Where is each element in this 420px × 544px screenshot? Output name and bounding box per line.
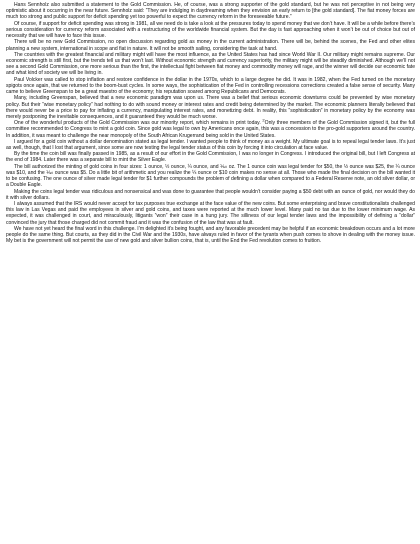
paragraph-volcker: Paul Volcker was called to stop inflation and restore confidence in the dollar in the 1970s, which to a large degree he did. It was in 1982, when the Fed turned on the monetary spigots once again, that we returned to the boom-bust cycles. In some ways, the sophistication of the Fed in controlling recessions corrections created a false sense of security. Many came to believe Greenspan to be a great maestro of the economy; his reputation soared among Republicans and Democrats.: [6, 76, 415, 96]
paragraph-legal-tender-ridiculous: Making the coins legal tender was ridiculous and nonsensical and was done to guarantee that people wouldn’t consider paying a $50 debt with an ounce of gold, nor would they do it with silver dollars.: [6, 188, 415, 201]
paragraph-minority-report: [6, 117, 415, 139]
paragraph-coin-sizes: The bill authorized the minting of gold coins in four sizes: 1 ounce, ½ ounce, ¼ ounce, and ⅒ oz. The 1 ounce coin was legal tender for $50, the ½ ounce was $25, the ¼ ounce was $10, and the ⅒ ounce was $5. Do a little bit of arithmetic and you realize the ¼ ounce or $10 coin makes no sense at all. Those who made the final decision on the bill wanted it to be confusing. The one ounce of silver made legal tender for $1 further compounds the problem of defining a dollar when compared to a Federal Reserve note, an old silver dollar, or a Double Eagle.: [6, 163, 415, 189]
minority-report-text: One of the wonderful products of the Gold Commission was our minority report, which remains in print today.: [14, 120, 261, 127]
footnote-marker: 2: [262, 117, 265, 123]
minority-report-continued: Only three members of the Gold Commission signed it, but the full committee recommended to Congress to mint a gold coin. Since gold was legal to own by Americans once again, this was a concession to the pro-gold supporters around the country. In addition, it was meant to challenge the near monopoly of the South African Krugerrand being sold in the United States.: [6, 120, 415, 139]
paragraph-economic-paradigm: Many, including Greenspan, believed that a new economic paradigm was upon us. There was a belief that serious economic downturns could be prevented by wise monetary policy. But their “wise monetary policy” had nothing to do with sound money or interest rates and credit being determined by the market. The economic planners literally believed that there would never be a price to pay for inflating a currency, manipulating interest rates, and monetizing debt. In reality, this “sophistication” in monetary policy by the economy was merely postponing the inevitable consequences, and it guaranteed they would be much worse.: [6, 95, 415, 120]
paragraph-deficit-spending: Of course, if support for deficit spending was strong in 1981, all we need do is take a look at the pressures today to spend money that we don’t have. It will be a while before there’s serious consideration for currency reform associated with a restructuring of the worldwide financial system. But the day is fast approaching when it won’t be out of choice but out of necessity that we will have to face this issue.: [6, 20, 415, 40]
paragraph-military-might: The countries with the greatest financial and military might will have the most influence, as the United States has had since World War II. Our military might remains supreme. Our economic strength is still first, but the trends tell us that won’t last. Without economic strength and currency superiority, the military might will be steadily diminished. Although we’ll not see a second Gold Commission, one more serious than the first, the intellectual fight between fiat money and commodity money will rage, and the winner will decide our economic fate and what kind of society we will be living in.: [6, 51, 415, 77]
paragraph-sennholz-statement: Hans Sennholz also submitted a statement to the Gold Commission. He, of course, was a strong supporter of the gold standard, but he was not perceptive in not being very optimistic about it occurring in the near future. Sennholz said: “They are indulging in daydreaming when they envision an early return to [the gold standard]. The fiat money forces are much too strong and public support for deficit spending yet too powerful to expect the currency reform in the foreseeable future.”: [6, 2, 415, 21]
paragraph-coin-bill-1985: By the time the coin bill was finally passed in 1985, as a result of our effort in the Gold Commission, I was no longer in Congress. I introduced the original bill, but I left Congress at the end of 1984. Later there was a separate bill to mint the Silver Eagle.: [6, 151, 415, 164]
paragraph-irs-challenge: I always assumed that the IRS would never accept for tax purposes true exchange at the face value of the new coins. But some enterprising and brave constitutionalists challenged this law in Las Vegas and paid the employees in silver and gold coins, and taxes were reported at the much lower level. Many paid no tax due to the lower minimum wage. As expected, it was challenged in court, and miraculously, litigants “won” their case in a hung jury. The silliness of our legal tender laws and the impossibility of defining a “dollar” convinced the jury that those charged did not commit fraud and it was the confusion of the law that was at fault.: [6, 201, 415, 226]
paragraph-gold-coin-argument: I argued for a gold coin without a dollar denomination stated as legal tender. I wanted people to think of money as a weight. My ultimate goal is to repeal legal tender laws. It’s just as well, though, that I lost that argument, since some are now testing the legal tender status of this coin by forcing it into circulation at face value.: [6, 138, 415, 152]
paragraph-final-word: We have not yet heard the final word in this challenge. I’m delighted it’s being fought, and any favorable precedent may be helpful if an economic breakdown occurs and a lot more people do the same thing. But courts, as they did in the Civil War and the 1930s, have always ruled in favor of the tyrants when push comes to shove in dealing with the money issue. My bet is the government will not permit the use of new gold and silver bullion coins, that is, until the End the Fed revolution comes to fruition.: [6, 225, 415, 245]
paragraph-no-new-commission: There will be no new Gold Commission, no open discussion regarding gold as money in the current administration. There will be, behind the scenes, the Fed and other elites planning a new system, international in scope and fiat in nature. It will not be smooth sailing, considering the task at hand.: [6, 39, 415, 52]
